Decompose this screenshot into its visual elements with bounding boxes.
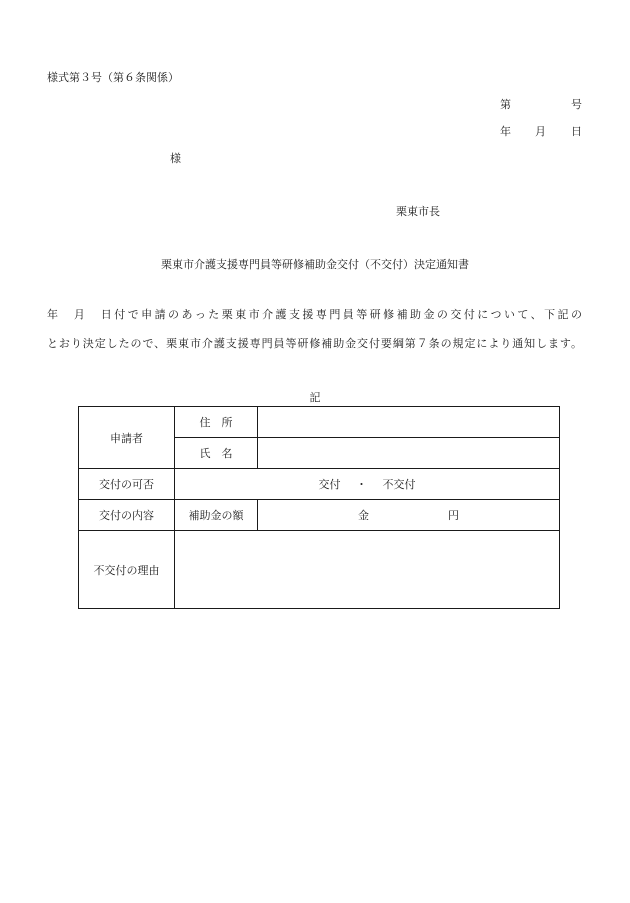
reason-label: 不交付の理由	[79, 531, 175, 609]
table-row-address	[79, 407, 560, 438]
address-label: 住 所	[175, 407, 258, 438]
document-number-suffix: 号	[571, 98, 582, 111]
decision-grant-option: 交付	[318, 478, 341, 491]
amount-label: 補助金の額	[175, 500, 258, 531]
content-label: 交付の内容	[79, 500, 175, 531]
decision-label: 交付の可否	[79, 469, 175, 500]
body-text-line-2: とおり決定したので、栗東市介護支援専門員等研修補助金交付要綱第７条の規定により通知します。	[47, 337, 582, 350]
address-value-cell	[258, 407, 560, 438]
table-row-reason	[79, 531, 560, 609]
amount-prefix: 金	[358, 509, 369, 522]
name-value-cell	[258, 438, 560, 469]
date-day-label: 日	[571, 125, 582, 138]
amount-value-cell	[258, 500, 560, 531]
table-row-content	[79, 500, 560, 531]
decision-nogrant-option: 不交付	[382, 478, 416, 491]
table-row-decision	[79, 469, 560, 500]
body-text-line-1: 年 月 日付で申請のあった栗東市介護支援専門員等研修補助金の交付について、下記の	[47, 308, 582, 321]
amount-unit: 円	[448, 509, 459, 522]
name-label: 氏 名	[175, 438, 258, 469]
date-year-label: 年	[500, 125, 511, 138]
recipient-honorific: 様	[170, 152, 181, 165]
reason-value-cell	[175, 531, 560, 609]
form-number: 様式第３号（第６条関係）	[47, 71, 179, 84]
ki-heading: 記	[309, 391, 321, 404]
date-month-label: 月	[535, 125, 546, 138]
detail-table	[78, 406, 560, 609]
document-number-prefix: 第	[500, 98, 511, 111]
applicant-label: 申請者	[79, 407, 175, 469]
issuer-name: 栗東市長	[396, 205, 440, 218]
decision-value-cell	[175, 469, 560, 500]
decision-separator: ・	[356, 478, 367, 491]
document-title: 栗東市介護支援専門員等研修補助金交付（不交付）決定通知書	[161, 258, 469, 271]
